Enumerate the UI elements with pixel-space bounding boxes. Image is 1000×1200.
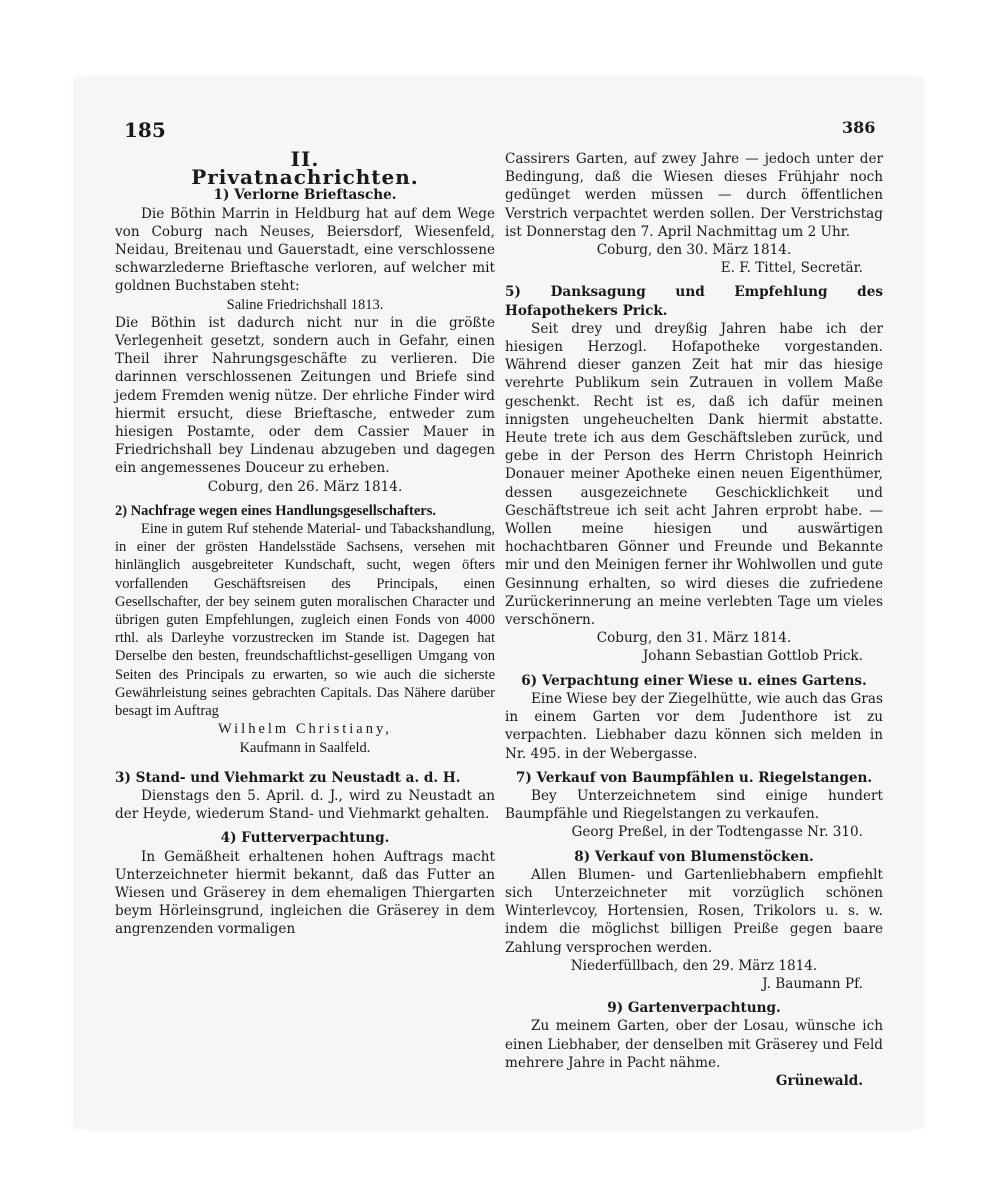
heading-market: 3) Stand- und Viehmarkt zu Neustadt a. d. H. (115, 769, 461, 786)
heading-lost-wallet: 1) Verlorne Brieftasche. (213, 187, 397, 204)
fold-shadow (88, 140, 96, 1040)
fodder-lease-text: In Gemäßheit erhaltenen hohen Auftrags macht Unterzeichneter hiermit bekannt, daß das Futter an Wiesen und Gräserey in dem ehemaligen Thiergarten beym Hörleinsgrund, ingleichen die Gräserey in dem angrenzenden vormaligen (115, 848, 495, 938)
lost-wallet-text-2: Die Böthin ist dadurch nicht nur in die größte Verlegenheit gesetzt, sondern auch in Gefahr, einen Theil ihrer Nahrungsgeschäfte zu verlieren. Die darinnen verschlossenen Zeitungen und Briefe sind jedem Fremden wenig nütze. Der ehrliche Finder wird hiermit ersucht, diese Brieftasche, entweder zum hiesigen Postamte, oder dem Cassier Mauer in Friedrichshall bey Lindenau abzugeben und dagegen ein angemessenes Douceur zu erheben. (115, 314, 495, 477)
lost-wallet-date: Coburg, den 26. März 1814. (207, 478, 403, 495)
partner-wanted-text: Eine in gutem Ruf stehende Material- und Tabackshandlung, in einer der grösten Handelsstäde Sachsens, versehen mit hinlänglich ausgebreiteter Kundschaft, sucht, wegen öfters vorfallenden Geschäftsreisen des Principals, einen Gesellschafter, der bey seinem guten moralischen Character und übrigen guten Empfehlungen, zugleich einen Fonds von 4000 rthl. als Darleyhe vorzustrecken im Stande ist. Dagegen hat Derselbe den besten, freundschaftlichst-geselligen Umgang von Seiten des Principals zu erwarten, so wie auch die sicherste Gewährleistung seines gebrachten Capitals. Das Nähere darüber besagt im Auftrag (115, 521, 495, 720)
flower-sale-signature: J. Baumann Pf. (762, 975, 863, 992)
lost-wallet-inscription: Saline Friedrichshall 1813. (226, 296, 384, 313)
heading-partner-wanted: 2) Nachfrage wegen eines Handlungsgesellschafters. (115, 502, 436, 519)
lost-wallet-text: Die Böthin Marrin in Heldburg hat auf dem Wege von Coburg nach Neuses, Beiersdorf, Wiesenfeld, Neidau, Breitenau und Gauerstadt, eine verschlossene schwarzlederne Brieftasche verloren, auf welcher mit goldnen Buchstaben steht: (115, 205, 495, 295)
partner-signature-place: Kaufmann in Saalfeld. (239, 739, 371, 756)
fodder-lease-signature: E. F. Tittel, Secretär. (720, 260, 863, 277)
fodder-lease-continued: Cassirers Garten, auf zwey Jahre — jedoch unter der Bedingung, daß die Wiesen dieses Frühjahr noch gedünget werden müssen — durch öffentlichen Verstrich verpachtet werden sollen. Der Verstrichstag ist Donnerstag den 7. April Nachmittag um 2 Uhr. (505, 151, 883, 240)
right-column (505, 150, 883, 1090)
garden-lease-signature: Grünewald. (775, 1072, 863, 1089)
market-text: Dienstags den 5. April. d. J., wird zu Neustadt an der Heyde, wiederum Stand- und Viehmarkt gehalten. (115, 787, 495, 823)
flower-sale-text: Allen Blumen- und Gartenliebhabern empfiehlt sich Unterzeichneter mit vorzüglich schönen Winterlevcoy, Hortensien, Rosen, Trikolors u. s. w. indem die möglichst billigen Preiße gegen baare Zahlung versprochen werden. (505, 866, 883, 956)
posts-sale-text: Bey Unterzeichnetem sind einige hundert Baumpfähle und Riegelstangen zu verkaufen. (505, 787, 883, 823)
pharmacist-thanks-text: Seit drey und dreyßig Jahren habe ich der hiesigen Herzogl. Hofapotheke vorgestanden. Während dieser ganzen Zeit hat mir das hiesige verehrte Publikum sein Zutrauen in vollem Maße geschenkt. Recht ist es, daß ich dafür meinen innigsten ungeheuchelten Dank hiermit abstatte. Heute trete ich aus dem Geschäftsleben zurück, und gebe in der Person des Herrn Christoph Heinrich Donauer meiner Apotheke einen neuen Eigenthümer, dessen ausgezeichnete Geschicklichkeit und Geschäftstreue ich seit acht Jahren erprobt habe. — Wollen meine hiesigen und auswärtigen hochachtbaren Gönner und Freunde und Bekannte mir und den Meinigen ferner ihr Wohlwollen und gute Gesinnung erhalten, so wird dieses die zufriedene Zurückerinnerung an meine verlebten Tage um vieles verschönern. (505, 320, 883, 629)
fodder-lease-date: Coburg, den 30. März 1814. (596, 242, 792, 259)
section-title: Privatnachrichten. (191, 165, 419, 190)
heading-meadow-lease: 6) Verpachtung einer Wiese u. eines Gartens. (521, 672, 867, 689)
heading-garden-lease: 9) Gartenverpachtung. (607, 1000, 781, 1017)
heading-fodder-lease: 4) Futterverpachtung. (220, 830, 390, 847)
pharmacist-signature: Johann Sebastian Gottlob Prick. (642, 648, 863, 665)
heading-flower-sale: 8) Verkauf von Blumenstöcken. (574, 848, 814, 865)
left-column (115, 147, 495, 939)
meadow-lease-text: Eine Wiese bey der Ziegelhütte, wie auch das Gras in einem Garten vor dem Judenthore ist zu verpachten. Liebhaber dazu können sich melden in Nr. 495. in der Webergasse. (505, 690, 883, 762)
heading-posts-sale: 7) Verkauf von Baumpfählen u. Riegelstangen. (515, 769, 873, 786)
section-numeral: II. (290, 147, 320, 171)
posts-sale-signature: Georg Preßel, in der Todtengasse Nr. 310. (571, 824, 863, 841)
garden-lease-text: Zu meinem Garten, ober der Losau, wünsche ich einen Liebhaber, der denselben mit Gräserey und Feld mehrere Jahre in Pacht nähme. (505, 1018, 883, 1071)
page-number-right: 386 (842, 118, 876, 137)
flower-sale-date: Niederfüllbach, den 29. März 1814. (570, 957, 818, 974)
page-number-left: 185 (124, 118, 166, 142)
heading-pharmacist-thanks: 5) Danksagung und Empfehlung des Hofapothekers Prick. (505, 284, 883, 319)
pharmacist-date: Coburg, den 31. März 1814. (596, 630, 792, 647)
partner-signature-name: Wilhelm Christiany, (218, 721, 392, 738)
